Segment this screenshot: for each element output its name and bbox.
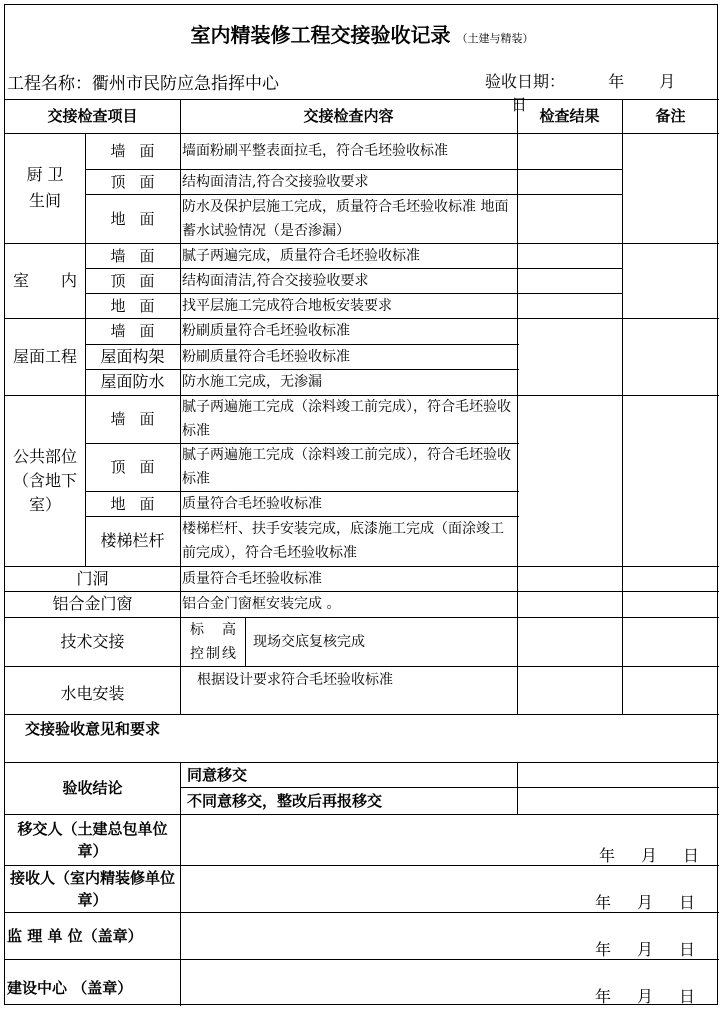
grid-line (517, 762, 518, 814)
date-year: 年 (595, 940, 612, 959)
project-name-line (7, 69, 279, 94)
item-mep-install: 水电安装 (60, 684, 125, 703)
content-cell: 腻子两遍施工完成（涂料竣工前完成），符合毛坯验收标准 (182, 447, 511, 487)
content-cell: 结构面清洁,符合交接验收要求 (182, 173, 369, 190)
date-year: 年 (599, 846, 616, 865)
signature-date[interactable] (599, 843, 699, 866)
grid-line (180, 762, 181, 1006)
sub-item: 墙面 (110, 246, 169, 265)
opinion-label: 交接验收意见和要求 (24, 720, 160, 738)
content-cell: 墙面粉刷平整表面拉毛，符合毛坯验收标准 (182, 143, 448, 159)
header-result: 检查结果 (539, 107, 600, 125)
content-cell: 质量符合毛坯验收标准 (182, 495, 322, 512)
grid-line (517, 99, 518, 714)
mep-content: 根据设计要求符合毛坯验收标准 (197, 672, 393, 688)
group-public-area: 公共部位（含地下室） (12, 446, 77, 514)
conclusion-disagree[interactable]: 不同意移交，整改后再报移交 (187, 791, 383, 810)
content-cell: 防水及保护层施工完成，质量符合毛坯验收标准 地面蓄水试验情况（是否渗漏） (182, 198, 509, 239)
title-text: 室内精装修工程交接验收记录 (190, 23, 451, 47)
sub-item: 屋面构架 (100, 346, 165, 366)
signature-date[interactable] (595, 984, 695, 1007)
project-label: 工程名称： (7, 74, 92, 94)
acceptance-form (4, 4, 718, 1005)
content-cell: 铝合金门窗框安装完成 。 (182, 596, 341, 612)
grid-line (622, 99, 623, 714)
item-door-opening: 门洞 (76, 568, 109, 588)
signature-date[interactable] (595, 890, 695, 913)
content-cell: 结构面清洁,符合交接验收要求 (182, 272, 369, 289)
grid-line (517, 293, 622, 294)
date-day: 日 (679, 893, 696, 912)
date-month: 月 (637, 987, 654, 1006)
date-day: 日 (679, 940, 696, 959)
signature-receiver: 接收人（室内精装修单位章） (9, 868, 175, 909)
sub-item: 屋面防水 (100, 372, 165, 391)
grid-line (517, 169, 622, 170)
sub-item: 地面 (110, 494, 169, 513)
title-subtitle: （土建与精装） (456, 32, 534, 45)
conclusion-agree[interactable]: 同意移交 (187, 765, 248, 784)
content-cell: 找平层施工完成符合地板安装要求 (182, 297, 392, 314)
header-item: 交接检查项目 (47, 107, 138, 125)
sub-item: 地面 (110, 209, 169, 228)
content-cell: 质量符合毛坯验收标准 (182, 570, 322, 587)
signature-transferor: 移交人（土建总包单位章） (17, 819, 168, 860)
date-day: 日 (679, 987, 696, 1006)
date-day[interactable]: 日 (511, 95, 528, 114)
grid-line (245, 617, 246, 666)
sub-item: 顶面 (110, 172, 169, 191)
project-name[interactable]: 衢州市民防应急指挥中心 (92, 74, 279, 94)
date-year[interactable]: 年 (608, 72, 625, 91)
content-cell: 粉刷质量符合毛坯验收标准 (182, 348, 350, 365)
header-note: 备注 (655, 107, 686, 125)
content-cell: 楼梯栏杆、扶手安装完成，底漆施工完成（面涂竣工前完成），符合毛坯验收标准 (182, 521, 504, 561)
date-year: 年 (595, 987, 612, 1006)
sub-item: 顶面 (110, 458, 169, 476)
signature-construction-center: 建设中心 （盖章） (7, 978, 133, 997)
group-roof: 屋面工程 (12, 346, 77, 366)
date-month[interactable]: 月 (659, 72, 676, 91)
date-day: 日 (683, 846, 700, 865)
signature-date[interactable] (595, 937, 695, 960)
item-tech-handover: 技术交接 (60, 631, 125, 651)
date-label: 验收日期： (485, 72, 566, 91)
content-cell: 腻子两遍施工完成（涂料竣工前完成），符合毛坯验收标准 (182, 399, 511, 439)
sub-item: 地面 (110, 296, 169, 315)
signature-supervisor: 监 理 单 位（盖章） (7, 926, 143, 945)
sub-item: 墙面 (110, 142, 169, 160)
form-title (5, 19, 719, 48)
sub-item: 墙面 (110, 322, 169, 340)
sub-item: 楼梯栏杆 (100, 531, 165, 550)
header-content: 交接检查内容 (303, 107, 394, 125)
date-month: 月 (637, 940, 654, 959)
group-kitchen-bathroom: 厨 卫生间 (26, 165, 64, 210)
content-cell: 粉刷质量符合毛坯验收标准 (182, 323, 350, 339)
date-month: 月 (637, 893, 654, 912)
content-cell: 防水施工完成，无渗漏 (182, 374, 322, 390)
grid-line (517, 268, 622, 269)
date-month: 月 (641, 846, 658, 865)
opinion-input[interactable] (180, 714, 719, 762)
grid-line (517, 194, 622, 195)
sub-item: 顶面 (110, 271, 169, 290)
group-indoor: 室 内 (12, 270, 77, 290)
content-cell: 腻子两遍完成，质量符合毛坯验收标准 (182, 247, 420, 264)
conclusion-label: 验收结论 (62, 779, 123, 797)
sub-item: 墙面 (110, 410, 169, 428)
tech-content: 现场交底复核完成 (253, 633, 365, 650)
date-year: 年 (595, 893, 612, 912)
tech-sub-elevation-line: 标 高 控制线 (190, 621, 238, 662)
item-aluminum-window: 铝合金门窗 (52, 594, 133, 613)
